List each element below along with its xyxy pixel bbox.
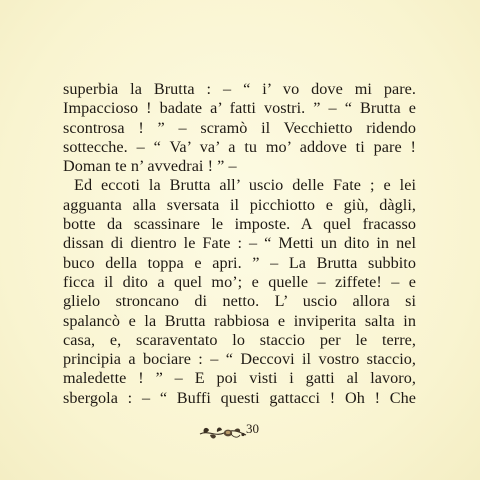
text-line: sottecche. – “ Va’ va’ a tu mo’ addove ti pare !: [63, 137, 416, 156]
text-line: dissan di dientro le Fate : – “ Metti un dito in nel: [63, 234, 416, 253]
text-line: spalancò e la Brutta rabbiosa e inviperita salta in: [63, 311, 416, 330]
text-line: Impaccioso ! badate a’ fatti vostri. ” – “ Brutta e: [63, 99, 416, 118]
text-line: ficca il dito a quel mo’; e quelle – ziffete! – e: [63, 272, 416, 291]
text-line: Ed eccoti la Brutta all’ uscio delle Fate ; e lei: [74, 176, 416, 195]
text-line: superbia la Brutta : – “ i’ vo dove mi pare.: [63, 80, 416, 98]
text-line: buco della toppa e apri. ” – La Brutta subbito: [63, 253, 416, 272]
text-line: principia a bociare : – “ Deccovi il vostro staccio,: [63, 350, 416, 369]
page-text: [63, 80, 416, 408]
page-number: 30: [246, 421, 259, 436]
text-line: Doman te n’ avvedrai ! ” –: [63, 157, 237, 176]
floral-ornament-icon: [198, 421, 248, 443]
text-line: botte da scassinare le imposte. A quel fracasso: [63, 215, 416, 234]
text-line: glielo stroncano di netto. L’ uscio allora si: [63, 292, 416, 311]
text-line: agguanta alla sversata il picchiotto e giù, dàgli,: [63, 195, 416, 214]
text-line: sbergola : – “ Buffi questi gattacci ! Oh ! Che: [63, 388, 416, 407]
page-footer: [0, 421, 480, 445]
text-line: casa, e, scaraventato lo staccio per le terre,: [63, 330, 416, 349]
text-line: scontrosa ! ” – scramò il Vecchietto ridendo: [63, 118, 416, 137]
text-line: maledette ! ” – E poi visti i gatti al lavoro,: [63, 369, 416, 388]
